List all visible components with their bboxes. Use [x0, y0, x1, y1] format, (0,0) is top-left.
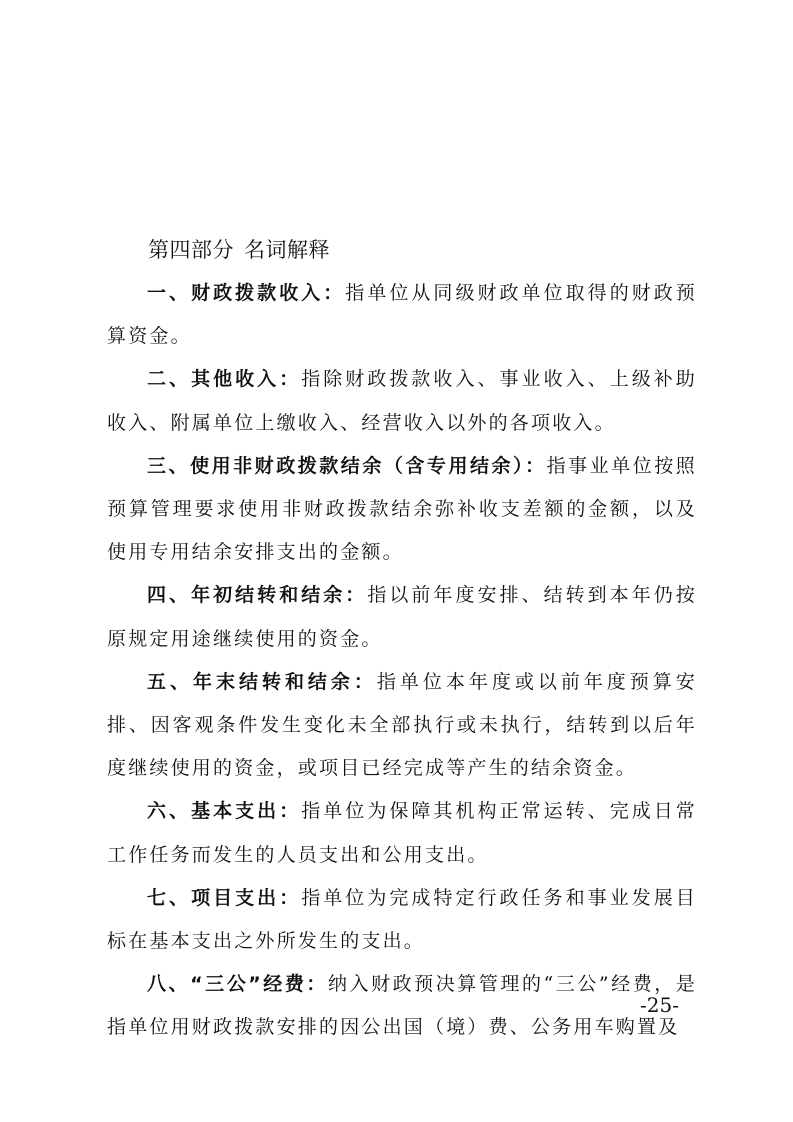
section-title: 名词解释 [244, 238, 330, 262]
definition-term: 二、其他收入： [147, 368, 302, 391]
definition-text: 指事业单位按照预算管理要求使用非财政拨款结余弥补收支差额的金额，以及使用专用结余安排支出的金额。 [107, 454, 697, 564]
definition-text: 指单位为完成特定行政任务和事业发展目标在基本支出之外所发生的支出。 [107, 886, 697, 953]
definition-term: 八、“三公”经费： [147, 973, 328, 996]
definition-text: 指单位为保障其机构正常运转、完成日常工作任务而发生的人员支出和公用支出。 [107, 800, 697, 866]
definition-paragraph [107, 877, 697, 963]
page-number: -25- [640, 993, 679, 1017]
definition-paragraph [107, 661, 697, 791]
definition-text: 纳入财政预决算管理的“三公”经费，是指单位用财政拨款安排的因公出国（境）费、公务用车购置及 [107, 973, 698, 1039]
definition-text: 指单位本年度或以前年度预算安排、因客观条件发生变化未全部执行或未执行，结转到以后年度继续使用的资金，或项目已经完成等产生的结余资金。 [107, 670, 697, 780]
section-part: 第四部分 [148, 238, 234, 262]
definition-paragraph [107, 790, 697, 876]
definition-text: 指以前年度安排、结转到本年仍按原规定用途继续使用的资金。 [107, 584, 697, 650]
definition-paragraph [107, 445, 697, 575]
definition-paragraph [107, 963, 697, 1049]
definition-term: 六、基本支出： [147, 800, 302, 823]
section-heading [148, 234, 330, 264]
definition-term: 一、财政拨款收入： [147, 282, 346, 304]
definition-paragraph [107, 358, 697, 444]
definition-paragraph [107, 574, 697, 660]
definition-term: 七、项目支出： [147, 886, 302, 909]
definition-term: 三、使用非财政拨款结余（含专用结余）： [147, 454, 547, 477]
definition-text: 指除财政拨款收入、事业收入、上级补助收入、附属单位上缴收入、经营收入以外的各项收入。 [107, 368, 697, 434]
definition-paragraph [107, 272, 697, 358]
definitions-body [107, 272, 697, 1050]
definition-term: 四、年初结转和结余： [147, 584, 368, 607]
definition-text: 指单位从同级财政单位取得的财政预算资金。 [107, 282, 697, 348]
definition-term: 五、年末结转和结余： [147, 670, 377, 693]
